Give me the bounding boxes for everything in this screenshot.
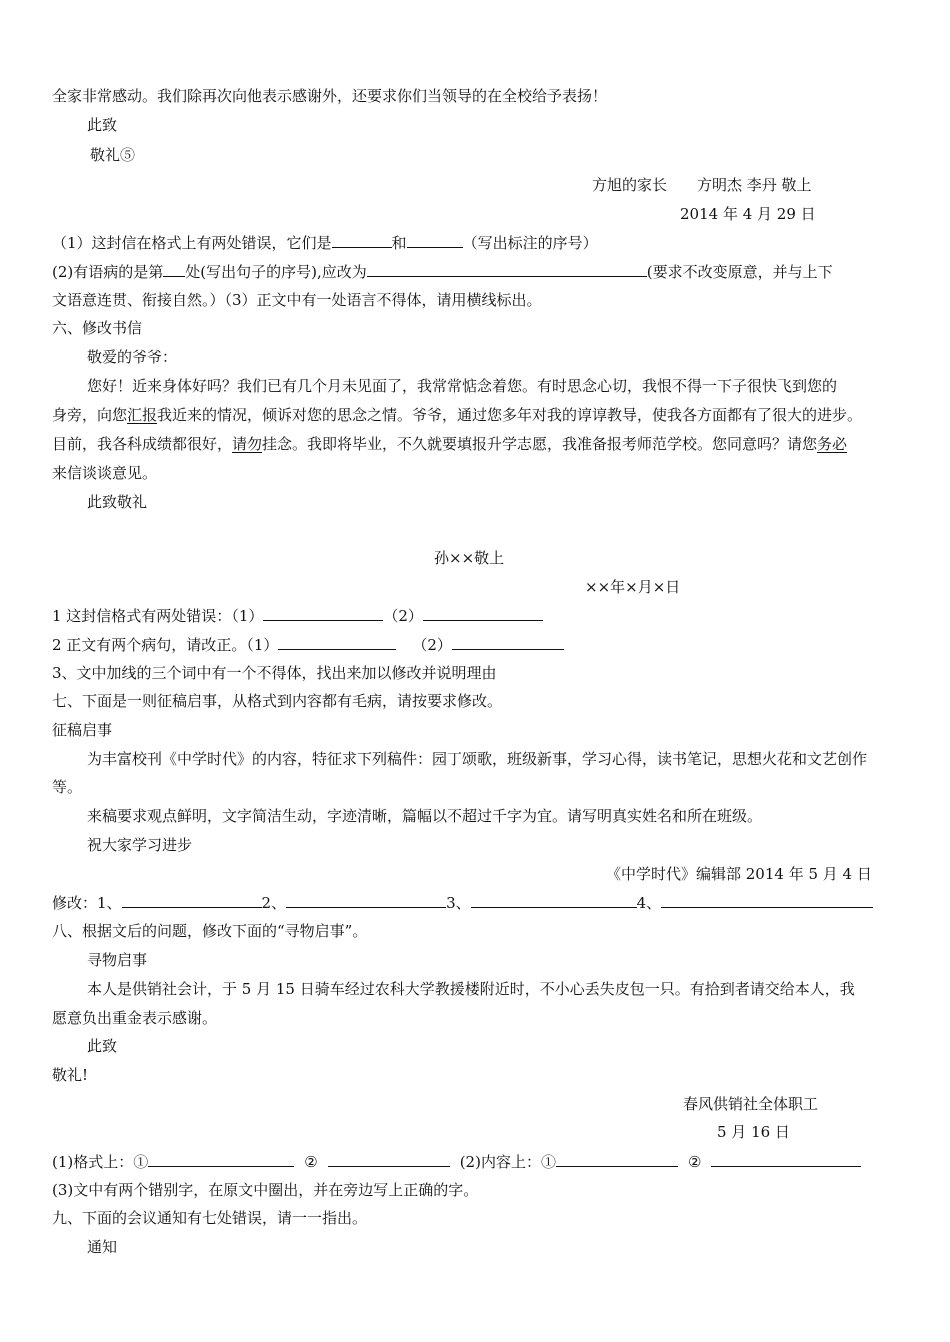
letter-date: 2014 年 4 月 29 日 [680, 205, 816, 223]
section-7-title: 七、下面是一则征稿启事，从格式到内容都有毛病，请按要求修改。 [52, 692, 503, 710]
letter-paragraph-line: 您好！近来身体好吗？我们已有几个月未见面了，我常常惦念着您。有时思念心切，我恨不得一下子很快飞到您的 [87, 377, 838, 395]
letter-body-line: 全家非常感动。我们除再次向他表示感谢外，还要求你们当领导的在全校给予表扬！ [52, 87, 608, 105]
notice-paragraph-line: 本人是供销社会计，于 5 月 15 日骑车经过农科大学教援楼附近时，不小心丢失皮包一只。有拾到者请交给本人，我 [87, 980, 855, 998]
question-text: 1 这封信格式有两处错误：（1） [52, 607, 264, 625]
notice-paragraph-line: 愿意负出重金表示感谢。 [52, 1009, 218, 1027]
question-text: 2、 [261, 894, 287, 912]
question-text: 和 [391, 234, 407, 252]
notice-paragraph-line: 等。 [52, 778, 83, 796]
question-text: （2） [412, 636, 452, 654]
question-text: （2） [383, 607, 423, 625]
letter-paragraph-line [52, 434, 847, 454]
letter-closing: 此致敬礼 [87, 493, 148, 511]
revision-answers [52, 892, 873, 913]
question-text: 4、 [636, 894, 662, 912]
notice-title: 通知 [87, 1238, 118, 1256]
question-text-line: 3、文中加线的三个词中有一个不得体，找出来加以修改并说明理由 [52, 664, 497, 682]
section-8-title: 八、根据文后的问题，修改下面的“寻物启事”。 [52, 922, 368, 940]
letter-closing-cizhi: 此致 [87, 116, 118, 134]
question-text: ② [304, 1153, 318, 1171]
answer-blank[interactable] [286, 892, 446, 908]
answer-blank[interactable] [452, 634, 564, 650]
answer-blank[interactable] [661, 892, 873, 908]
notice-signature: 《中学时代》编辑部 2014 年 5 月 4 日 [606, 865, 872, 883]
question-text: (1)格式上：① [52, 1153, 149, 1171]
question-text: 修改：1、 [52, 894, 122, 912]
underlined-word: 汇报 [127, 406, 158, 424]
notice-paragraph-line: 来稿要求观点鲜明，文字简洁生动，字迹清晰，篇幅以不超过千字为宜。请写明真实姓名和所在班级。 [87, 807, 763, 825]
section-6-title: 六、修改书信 [52, 319, 143, 337]
notice-paragraph-line: 为丰富校刊《中学时代》的内容，特征求下列稿件：园丁颂歌，班级新事，学习心得，读书笔记，思想火花和文艺创作 [87, 750, 868, 768]
answer-blank[interactable] [423, 605, 543, 621]
answer-blank[interactable] [471, 892, 637, 908]
section-9-title: 九、下面的会议通知有七处错误，请一一指出。 [52, 1209, 368, 1227]
notice-date: 5 月 16 日 [717, 1123, 790, 1141]
letter-paragraph-line [52, 405, 862, 425]
question-format-errors [52, 232, 598, 253]
answer-blank[interactable] [122, 892, 262, 908]
text-span: 挂念。我即将毕业，不久就要填报升学志愿，我准备报考师范学校。您同意吗？请您 [262, 435, 818, 453]
underlined-word: 务必 [817, 435, 848, 453]
answer-blank[interactable] [332, 232, 392, 248]
text-span: 我近来的情况，倾诉对您的思念之情。爷爷，通过您多年对我的谆谆教导，使我各方面都有了很大的进步。 [157, 406, 863, 424]
letter-salutation: 敬爱的爷爷： [87, 348, 178, 366]
text-span: 目前，我各科成绩都很好， [52, 435, 233, 453]
notice-title: 寻物启事 [87, 951, 148, 969]
answer-blank[interactable] [163, 261, 185, 277]
letter-signature-parent: 方旭的家长 [592, 176, 668, 194]
question-text: （写出标注的序号） [462, 234, 598, 252]
answer-blank[interactable] [148, 1151, 294, 1167]
question-text: 3、 [446, 894, 471, 912]
answer-blank[interactable] [367, 261, 647, 277]
question-text: （1）这封信在格式上有两处错误，它们是 [52, 234, 332, 252]
answer-blank[interactable] [278, 634, 396, 650]
answer-blank[interactable] [556, 1151, 678, 1167]
answer-blank[interactable] [407, 232, 463, 248]
question-text: 处(写出句子的序号),应改为 [185, 263, 367, 281]
answer-blank[interactable] [328, 1151, 450, 1167]
question-sick-sentence [52, 634, 564, 655]
question-text: (要求不改变原意，并与上下 [646, 263, 833, 281]
notice-title: 征稿启事 [52, 721, 113, 739]
question-text: 2 正文有两个病句，请改正。（1） [52, 636, 279, 654]
notice-closing: 敬礼! [52, 1066, 89, 1084]
question-text: ② [687, 1153, 702, 1171]
question-text-line: 文语意连贯、衔接自然。）（3）正文中有一处语言不得体，请用横线标出。 [52, 291, 542, 309]
text-span: 身旁，向您 [52, 406, 128, 424]
letter-paragraph-line: 来信谈谈意见。 [52, 464, 158, 482]
notice-closing: 此致 [87, 1037, 118, 1055]
question-format-content [52, 1151, 861, 1172]
underlined-word: 请勿 [232, 435, 263, 453]
answer-blank[interactable] [711, 1151, 861, 1167]
letter-signature-names: 方明杰 李丹 敬上 [697, 176, 812, 194]
question-text-line: (3)文中有两个错别字，在原文中圈出，并在旁边写上正确的字。 [52, 1181, 479, 1199]
question-format-errors [52, 605, 543, 626]
notice-signature: 春风供销社全体职工 [683, 1095, 819, 1113]
letter-date: ××年×月×日 [585, 578, 681, 596]
answer-blank[interactable] [263, 605, 383, 621]
question-text: (2)内容上：① [459, 1153, 556, 1171]
letter-closing-jingli: 敬礼⑤ [90, 146, 136, 164]
notice-paragraph-line: 祝大家学习进步 [87, 836, 193, 854]
letter-signature: 孙××敬上 [434, 549, 505, 567]
question-text: (2)有语病的是第 [52, 263, 164, 281]
question-sick-sentence [52, 261, 833, 282]
